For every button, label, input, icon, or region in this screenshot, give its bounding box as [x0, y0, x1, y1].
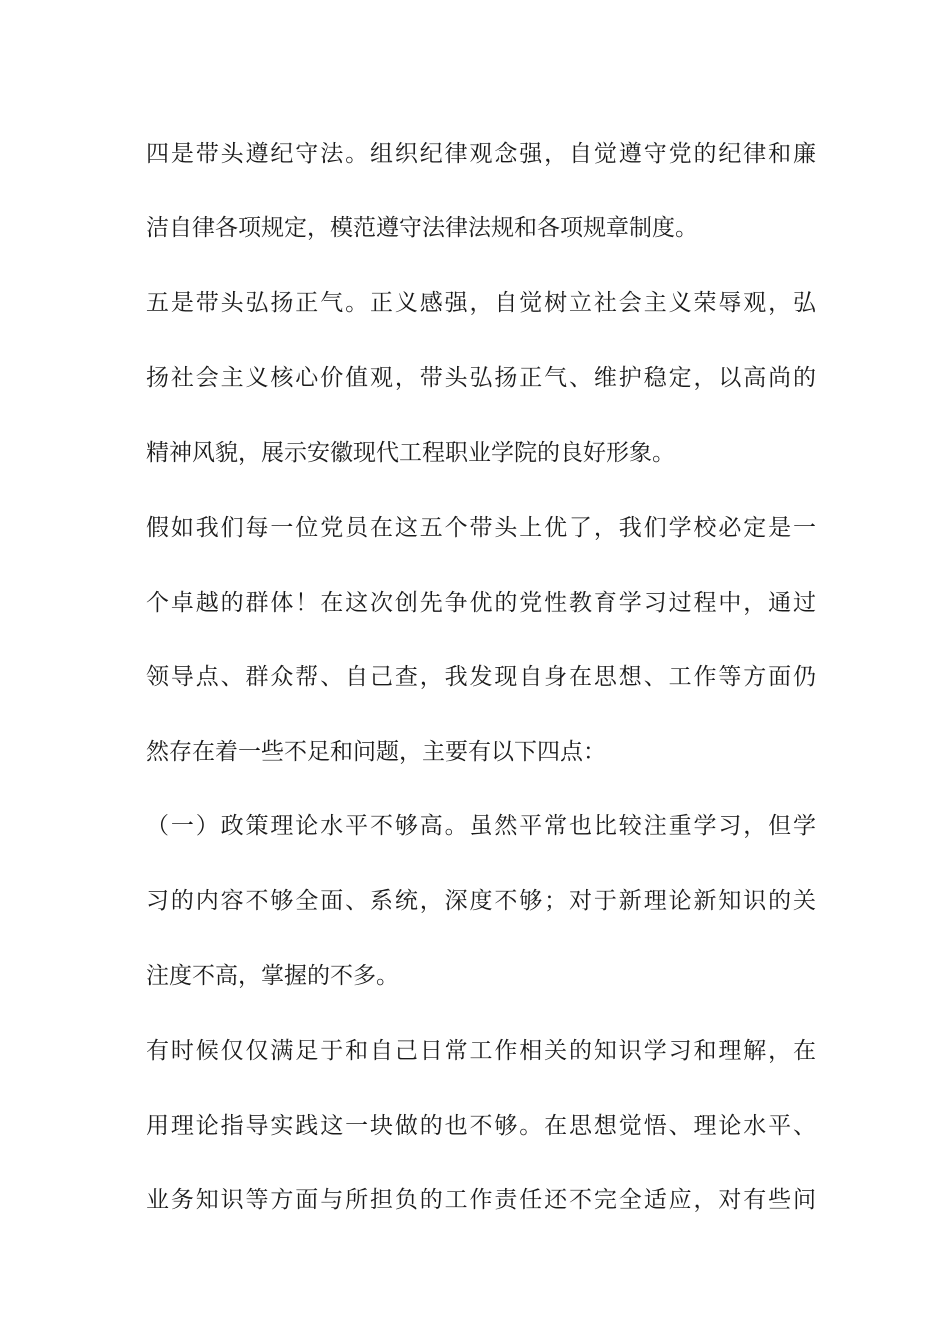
text-line: 习的内容不够全面、系统，深度不够；对于新理论新知识的关: [146, 888, 816, 914]
text-line: 用理论指导实践这一块做的也不够。在思想觉悟、理论水平、: [146, 1113, 816, 1139]
text-line: 洁自律各项规定，模范遵守法律法规和各项规章制度。: [146, 215, 698, 241]
text-line: 假如我们每一位党员在这五个带头上优了，我们学校必定是一: [146, 515, 816, 541]
text-line: 领导点、群众帮、自己查，我发现自身在思想、工作等方面仍: [146, 664, 816, 690]
text-line: 注度不高，掌握的不多。: [146, 963, 399, 989]
text-line: 扬社会主义核心价值观，带头弘扬正气、维护稳定，以高尚的: [146, 365, 816, 391]
text-line: 有时候仅仅满足于和自己日常工作相关的知识学习和理解，在: [146, 1038, 816, 1064]
text-line: 精神风貌，展示安徽现代工程职业学院的良好形象。: [146, 440, 675, 466]
text-line: 然存在着一些不足和问题，主要有以下四点：: [146, 739, 606, 765]
text-line: 个卓越的群体！在这次创先争优的党性教育学习过程中，通过: [146, 590, 816, 616]
text-line: （一）政策理论水平不够高。虽然平常也比较注重学习，但学: [146, 813, 816, 839]
text-line: 五是带头弘扬正气。正义感强，自觉树立社会主义荣辱观，弘: [146, 290, 816, 316]
text-line: 业务知识等方面与所担负的工作责任还不完全适应，对有些问: [146, 1187, 816, 1213]
text-line: 四是带头遵纪守法。组织纪律观念强，自觉遵守党的纪律和廉: [146, 141, 816, 167]
